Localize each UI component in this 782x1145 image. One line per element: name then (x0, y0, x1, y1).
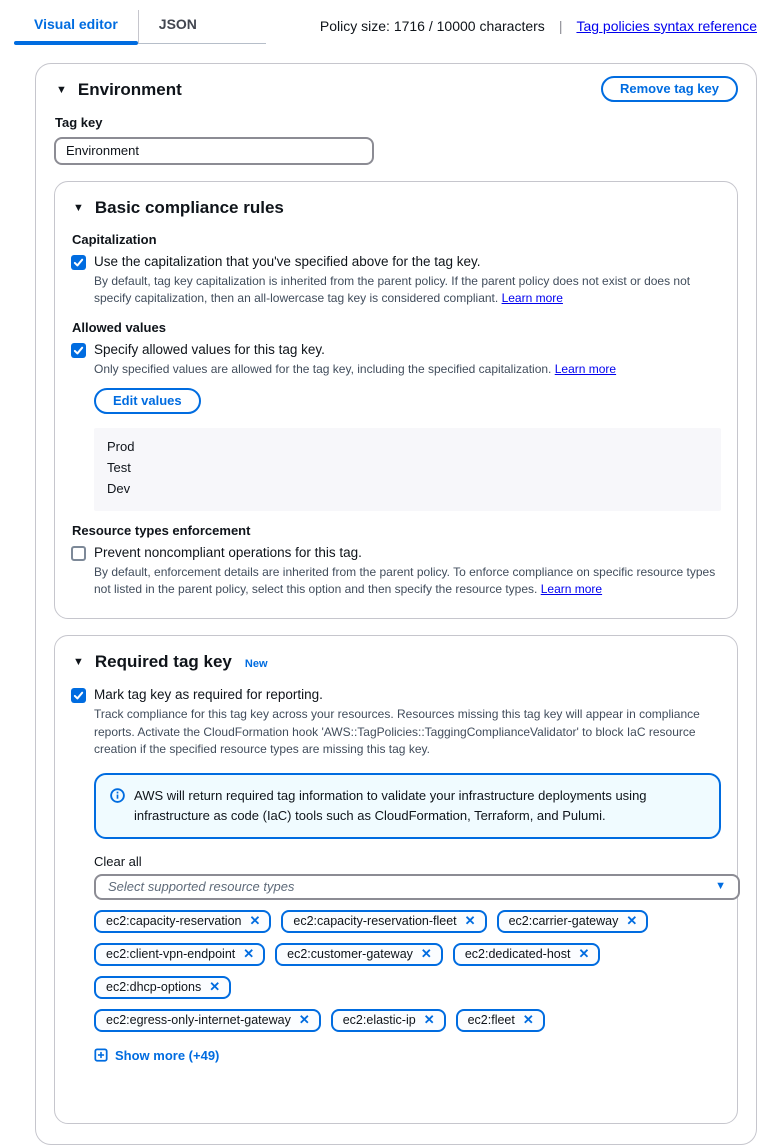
chevron-down-icon: ▼ (73, 202, 84, 214)
tab-json[interactable]: JSON (138, 10, 217, 43)
close-icon[interactable]: ✕ (420, 946, 432, 962)
capitalization-checkbox-label[interactable]: Use the capitalization that you've specified above for the tag key. (94, 254, 481, 269)
resource-chip (281, 910, 486, 933)
close-icon[interactable]: ✕ (578, 946, 590, 962)
basic-compliance-title: Basic compliance rules (94, 198, 284, 217)
tag-key-label: Tag key (55, 115, 103, 130)
resource-chip-label: ec2:dedicated-host (464, 946, 571, 961)
close-icon[interactable]: ✕ (243, 946, 255, 962)
enforcement-description-text: By default, enforcement details are inherited from the parent policy. To enforce compliance on specific resource types not listed in the parent policy, select this option and then specify the resource types. (94, 564, 716, 596)
capitalization-description-text: By default, tag key capitalization is inherited from the parent policy. If the parent policy does not exist or does not specify capitalization, then an all-lowercase tag key is considered compliant. (94, 274, 691, 306)
capitalization-learn-more-link[interactable]: Learn more (501, 291, 563, 306)
enforcement-checkbox[interactable] (71, 546, 86, 561)
environment-title-row[interactable] (54, 76, 182, 102)
enforcement-checkbox-label[interactable]: Prevent noncompliant operations for this tag. (94, 544, 362, 560)
editor-tabs (14, 10, 266, 44)
resource-chip-label: ec2:elastic-ip (342, 1012, 416, 1027)
resource-chip (94, 943, 265, 966)
resource-chip-label: ec2:dhcp-options (106, 979, 202, 994)
required-checkbox-label[interactable]: Mark tag key as required for reporting. (94, 687, 323, 703)
dropdown-caret-icon: ▼ (715, 880, 726, 893)
info-alert (94, 773, 721, 839)
allowed-values-checkbox-label[interactable]: Specify allowed values for this tag key. (94, 341, 325, 357)
close-icon[interactable]: ✕ (423, 1012, 435, 1028)
edit-values-button[interactable]: Edit values (94, 388, 201, 414)
basic-compliance-title-row[interactable] (71, 194, 721, 220)
tag-key-input[interactable] (54, 137, 374, 165)
required-checkbox[interactable] (71, 688, 86, 703)
resource-chip (497, 910, 649, 933)
resource-chip-label: ec2:egress-only-internet-gateway (106, 1012, 291, 1027)
resource-chip (453, 943, 601, 966)
allowed-value-item: Prod (107, 439, 135, 455)
resource-chip-label: ec2:capacity-reservation-fleet (293, 913, 457, 928)
top-bar (0, 0, 782, 44)
resource-chip (456, 1009, 545, 1032)
expand-plus-icon (94, 1048, 108, 1062)
policy-size-bar (320, 10, 757, 34)
check-icon (73, 345, 84, 356)
required-tag-key-card (54, 635, 738, 1123)
resource-chip-label: ec2:carrier-gateway (508, 913, 619, 928)
divider: | (558, 18, 563, 34)
resource-chip (94, 910, 271, 933)
capitalization-checkbox[interactable] (71, 255, 86, 270)
allowed-values-checkbox-row (71, 342, 721, 358)
resource-chips-row-2 (94, 943, 721, 999)
resource-chip-label: ec2:fleet (467, 1012, 515, 1027)
allowed-value-item: Dev (107, 480, 131, 496)
resource-chip (331, 1009, 446, 1032)
info-alert-text: AWS will return required tag information to validate your infrastructure deployments using infrastructure as code (IaC) tools such as CloudFormation, Terraform, and Pulumi. (134, 787, 647, 823)
tab-visual-editor[interactable]: Visual editor (14, 10, 138, 43)
resource-chip (94, 976, 231, 999)
clear-all-button[interactable]: Clear all (94, 853, 142, 869)
allowed-values-learn-more-link[interactable]: Learn more (554, 361, 617, 376)
show-more-label: Show more (+49) (115, 1047, 220, 1063)
enforcement-checkbox-row (71, 545, 721, 561)
resource-chip (275, 943, 443, 966)
check-icon (73, 257, 84, 268)
close-icon[interactable]: ✕ (209, 979, 221, 995)
enforcement-description (94, 564, 721, 599)
allowed-values-description (94, 361, 721, 378)
close-icon[interactable]: ✕ (249, 913, 261, 929)
allowed-values-label: Allowed values (72, 319, 166, 335)
required-checkbox-row (71, 687, 721, 703)
required-description: Track compliance for this tag key across your resources. Resources missing this tag key will appear in compliance reports. Activate the CloudFormation hook 'AWS::TagPolicies::TaggingComplianceValidator' to block IaC resource creation if the specified resource types are missing this tag key. (94, 707, 700, 757)
chevron-down-icon: ▼ (56, 84, 67, 96)
required-tag-key-title-row[interactable] (71, 648, 721, 674)
allowed-values-checkbox[interactable] (71, 343, 86, 358)
resource-chip-label: ec2:capacity-reservation (106, 913, 242, 928)
allowed-value-item: Test (107, 459, 131, 475)
environment-card (35, 63, 757, 1145)
enforcement-label: Resource types enforcement (72, 522, 251, 538)
allowed-values-list (94, 428, 721, 510)
required-tag-key-title: Required tag key (94, 652, 232, 672)
check-icon (73, 690, 84, 701)
close-icon[interactable]: ✕ (522, 1012, 534, 1028)
info-icon (110, 788, 125, 809)
chevron-down-icon: ▼ (73, 656, 84, 669)
enforcement-learn-more-link[interactable]: Learn more (540, 581, 603, 596)
basic-compliance-card (54, 181, 738, 619)
show-more-button[interactable] (94, 1048, 721, 1063)
resource-chips-row-1 (94, 910, 721, 933)
resource-chip (94, 1009, 321, 1032)
environment-title: Environment (77, 80, 182, 99)
capitalization-label: Capitalization (72, 232, 157, 247)
close-icon[interactable]: ✕ (626, 913, 638, 929)
resource-chip-label: ec2:customer-gateway (287, 946, 413, 961)
close-icon[interactable]: ✕ (298, 1012, 310, 1028)
syntax-reference-link[interactable]: Tag policies syntax reference (576, 18, 757, 34)
remove-tag-key-button[interactable]: Remove tag key (601, 76, 738, 102)
select-placeholder: Select supported resource types (108, 878, 295, 894)
close-icon[interactable]: ✕ (464, 913, 476, 929)
environment-header (54, 76, 738, 102)
new-badge: New (244, 658, 268, 671)
resource-chips-row-3 (94, 1009, 721, 1032)
allowed-values-description-text: Only specified values are allowed for the tag key, including the specified capitalization. (94, 361, 552, 376)
capitalization-description (94, 273, 721, 308)
policy-size-text: Policy size: 1716 / 10000 characters (319, 18, 545, 34)
resource-chip-label: ec2:client-vpn-endpoint (106, 946, 236, 961)
resource-types-select[interactable] (94, 874, 740, 900)
capitalization-checkbox-row (71, 254, 721, 270)
